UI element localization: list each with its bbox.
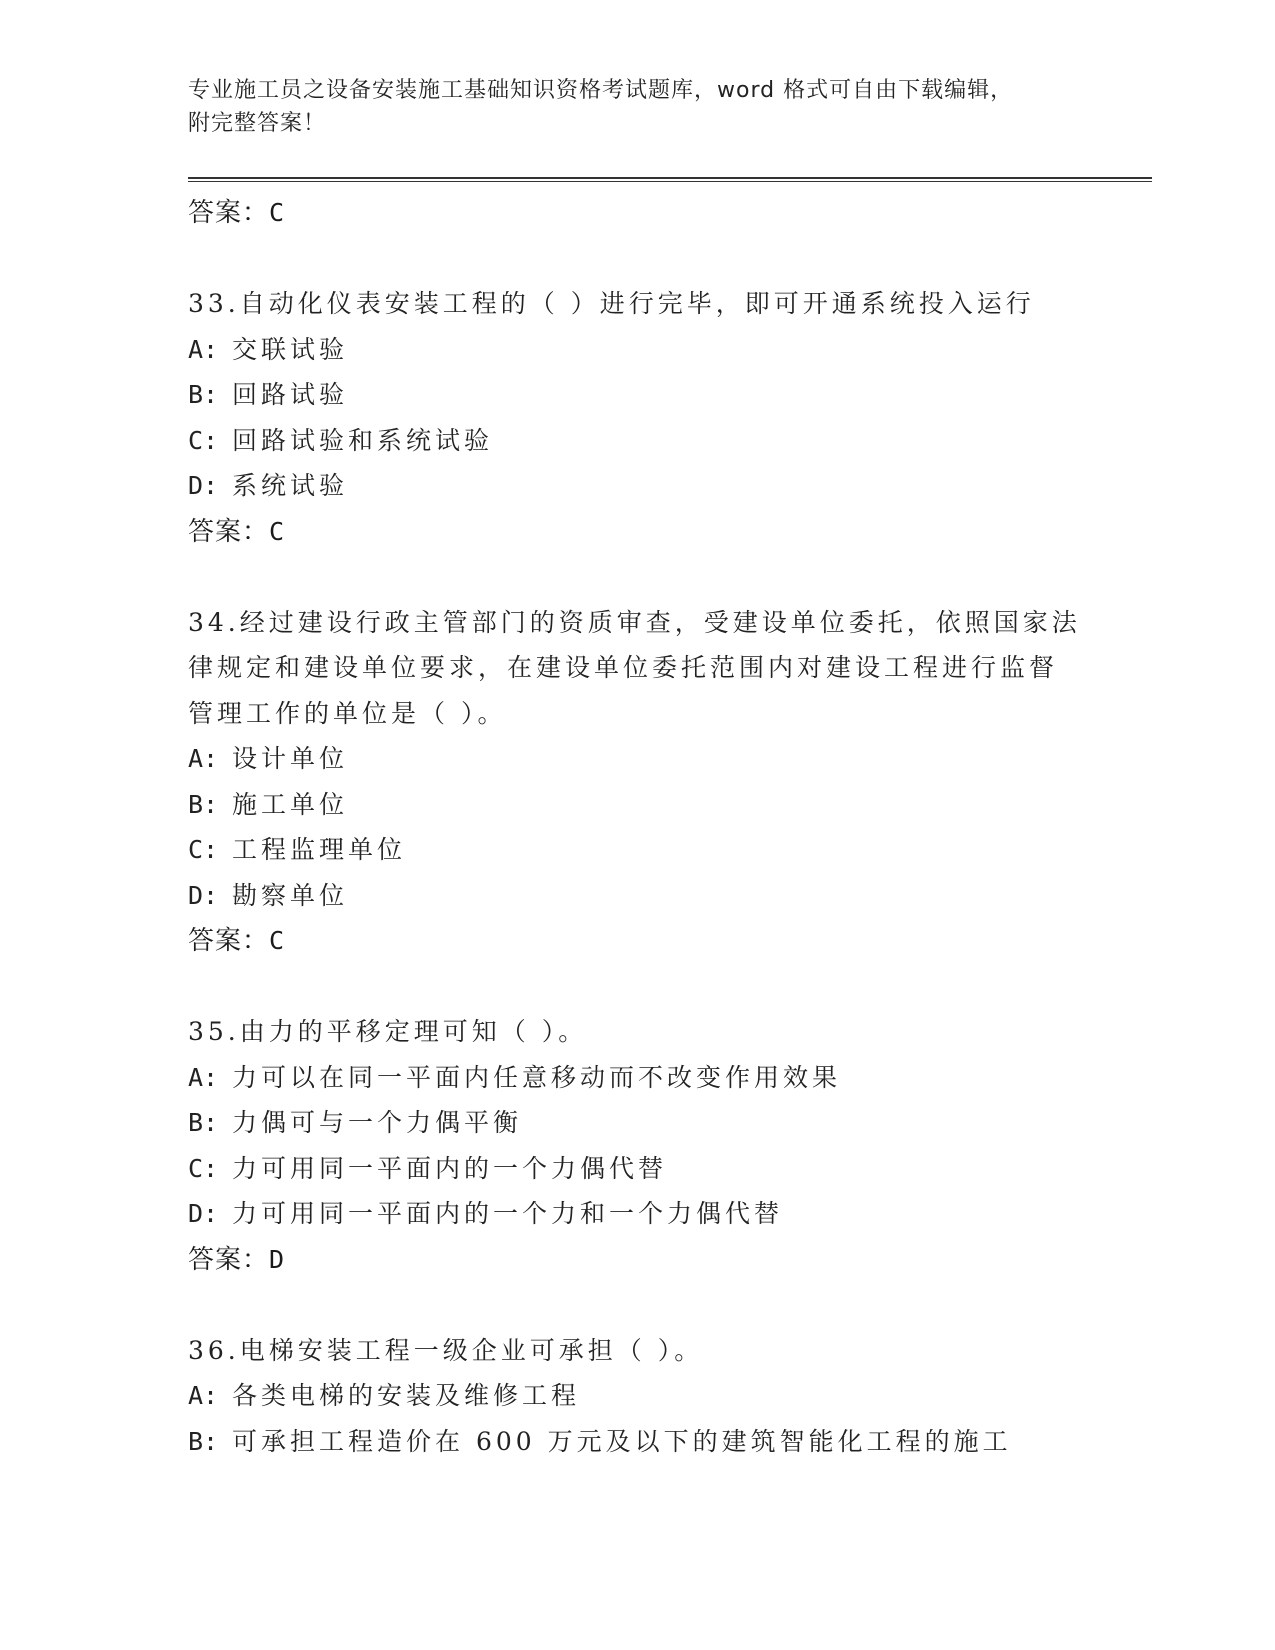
question-stem-line: 35.由力的平移定理可知（ ）。 <box>188 1017 588 1046</box>
option-text: 回路试验 <box>232 380 349 409</box>
option-letter: D: <box>188 1199 219 1228</box>
answer-value: C <box>269 516 286 546</box>
question-stem <box>188 281 1088 327</box>
option-text: 施工单位 <box>232 789 349 819</box>
option-c <box>188 418 1088 464</box>
spacer <box>188 964 1088 1009</box>
answer-label: 答案： <box>188 198 270 228</box>
option-letter: C: <box>188 425 219 455</box>
spacer <box>188 1283 1088 1328</box>
answer-line <box>188 509 1088 555</box>
option-text: 可承担工程造价在 600 万元及以下的建筑智能化工程的施工 <box>232 1426 1012 1456</box>
option-text: 交联试验 <box>232 334 349 364</box>
option-a <box>188 327 1088 373</box>
option-d <box>188 1191 1088 1237</box>
answer-line <box>188 918 1088 964</box>
answer-value: C <box>269 198 286 227</box>
option-letter: B: <box>188 1108 219 1137</box>
option-a <box>188 736 1088 782</box>
option-letter: A: <box>188 334 219 364</box>
option-letter: D: <box>188 880 219 910</box>
question-stem-line: 管理工作的单位是（ ）。 <box>188 698 507 728</box>
answer-line <box>188 1237 1088 1283</box>
option-text: 工程监理单位 <box>232 835 407 864</box>
option-text: 力可用同一平面内的一个力和一个力偶代替 <box>232 1199 784 1228</box>
option-letter: A: <box>188 1062 219 1092</box>
header-line-1: 专业施工员之设备安装施工基础知识资格考试题库，word 格式可自由下载编辑， <box>188 78 1014 103</box>
option-text: 勘察单位 <box>232 880 349 910</box>
option-text: 各类电梯的安装及维修工程 <box>232 1381 581 1410</box>
spacer <box>188 555 1088 600</box>
option-c <box>188 827 1088 873</box>
option-letter: B: <box>188 1426 219 1456</box>
question-stem <box>188 1009 1088 1055</box>
option-b <box>188 1419 1088 1465</box>
option-b <box>188 1100 1088 1146</box>
answer-line <box>188 190 1088 236</box>
answer-label: 答案： <box>188 1244 270 1275</box>
option-b <box>188 782 1088 828</box>
question-stem-line: 34.经过建设行政主管部门的资质审查，受建设单位委托，依照国家法 <box>188 607 1081 637</box>
option-text: 回路试验和系统试验 <box>232 425 494 455</box>
answer-value: C <box>269 926 286 955</box>
document-header <box>188 74 1088 140</box>
answer-value: D <box>269 1244 286 1274</box>
answer-label: 答案： <box>188 516 270 547</box>
option-text: 力可以在同一平面内任意移动而不改变作用效果 <box>232 1062 842 1092</box>
option-c <box>188 1146 1088 1192</box>
question-stem-line: 36.电梯安装工程一级企业可承担（ ）。 <box>188 1335 704 1365</box>
option-text: 设计单位 <box>232 744 349 773</box>
option-letter: B: <box>188 789 219 819</box>
option-text: 力偶可与一个力偶平衡 <box>232 1108 523 1137</box>
question-block <box>188 1328 1088 1465</box>
question-list <box>188 190 1088 1464</box>
option-d <box>188 873 1088 919</box>
question-stem-line: 律规定和建设单位要求，在建设单位委托范围内对建设工程进行监督 <box>188 653 1059 682</box>
question-block <box>188 1009 1088 1283</box>
option-letter: A: <box>188 744 219 773</box>
option-d <box>188 463 1088 509</box>
question-stem-line: 33.自动化仪表安装工程的（ ）进行完毕，即可开通系统投入运行 <box>188 289 1035 318</box>
question-block <box>188 600 1088 965</box>
option-b <box>188 372 1088 418</box>
option-letter: C: <box>188 1153 219 1183</box>
answer-label: 答案： <box>188 926 270 956</box>
option-letter: A: <box>188 1381 219 1410</box>
header-line-2: 附完整答案！ <box>188 111 327 136</box>
option-text: 系统试验 <box>232 471 349 500</box>
header-divider <box>188 177 1152 182</box>
option-letter: B: <box>188 380 219 409</box>
question-stem <box>188 1328 1088 1374</box>
option-letter: D: <box>188 471 219 500</box>
option-a <box>188 1055 1088 1101</box>
spacer <box>188 236 1088 281</box>
option-letter: C: <box>188 835 219 864</box>
question-block <box>188 281 1088 555</box>
option-a <box>188 1373 1088 1419</box>
option-text: 力可用同一平面内的一个力偶代替 <box>232 1153 668 1183</box>
question-stem <box>188 600 1088 737</box>
